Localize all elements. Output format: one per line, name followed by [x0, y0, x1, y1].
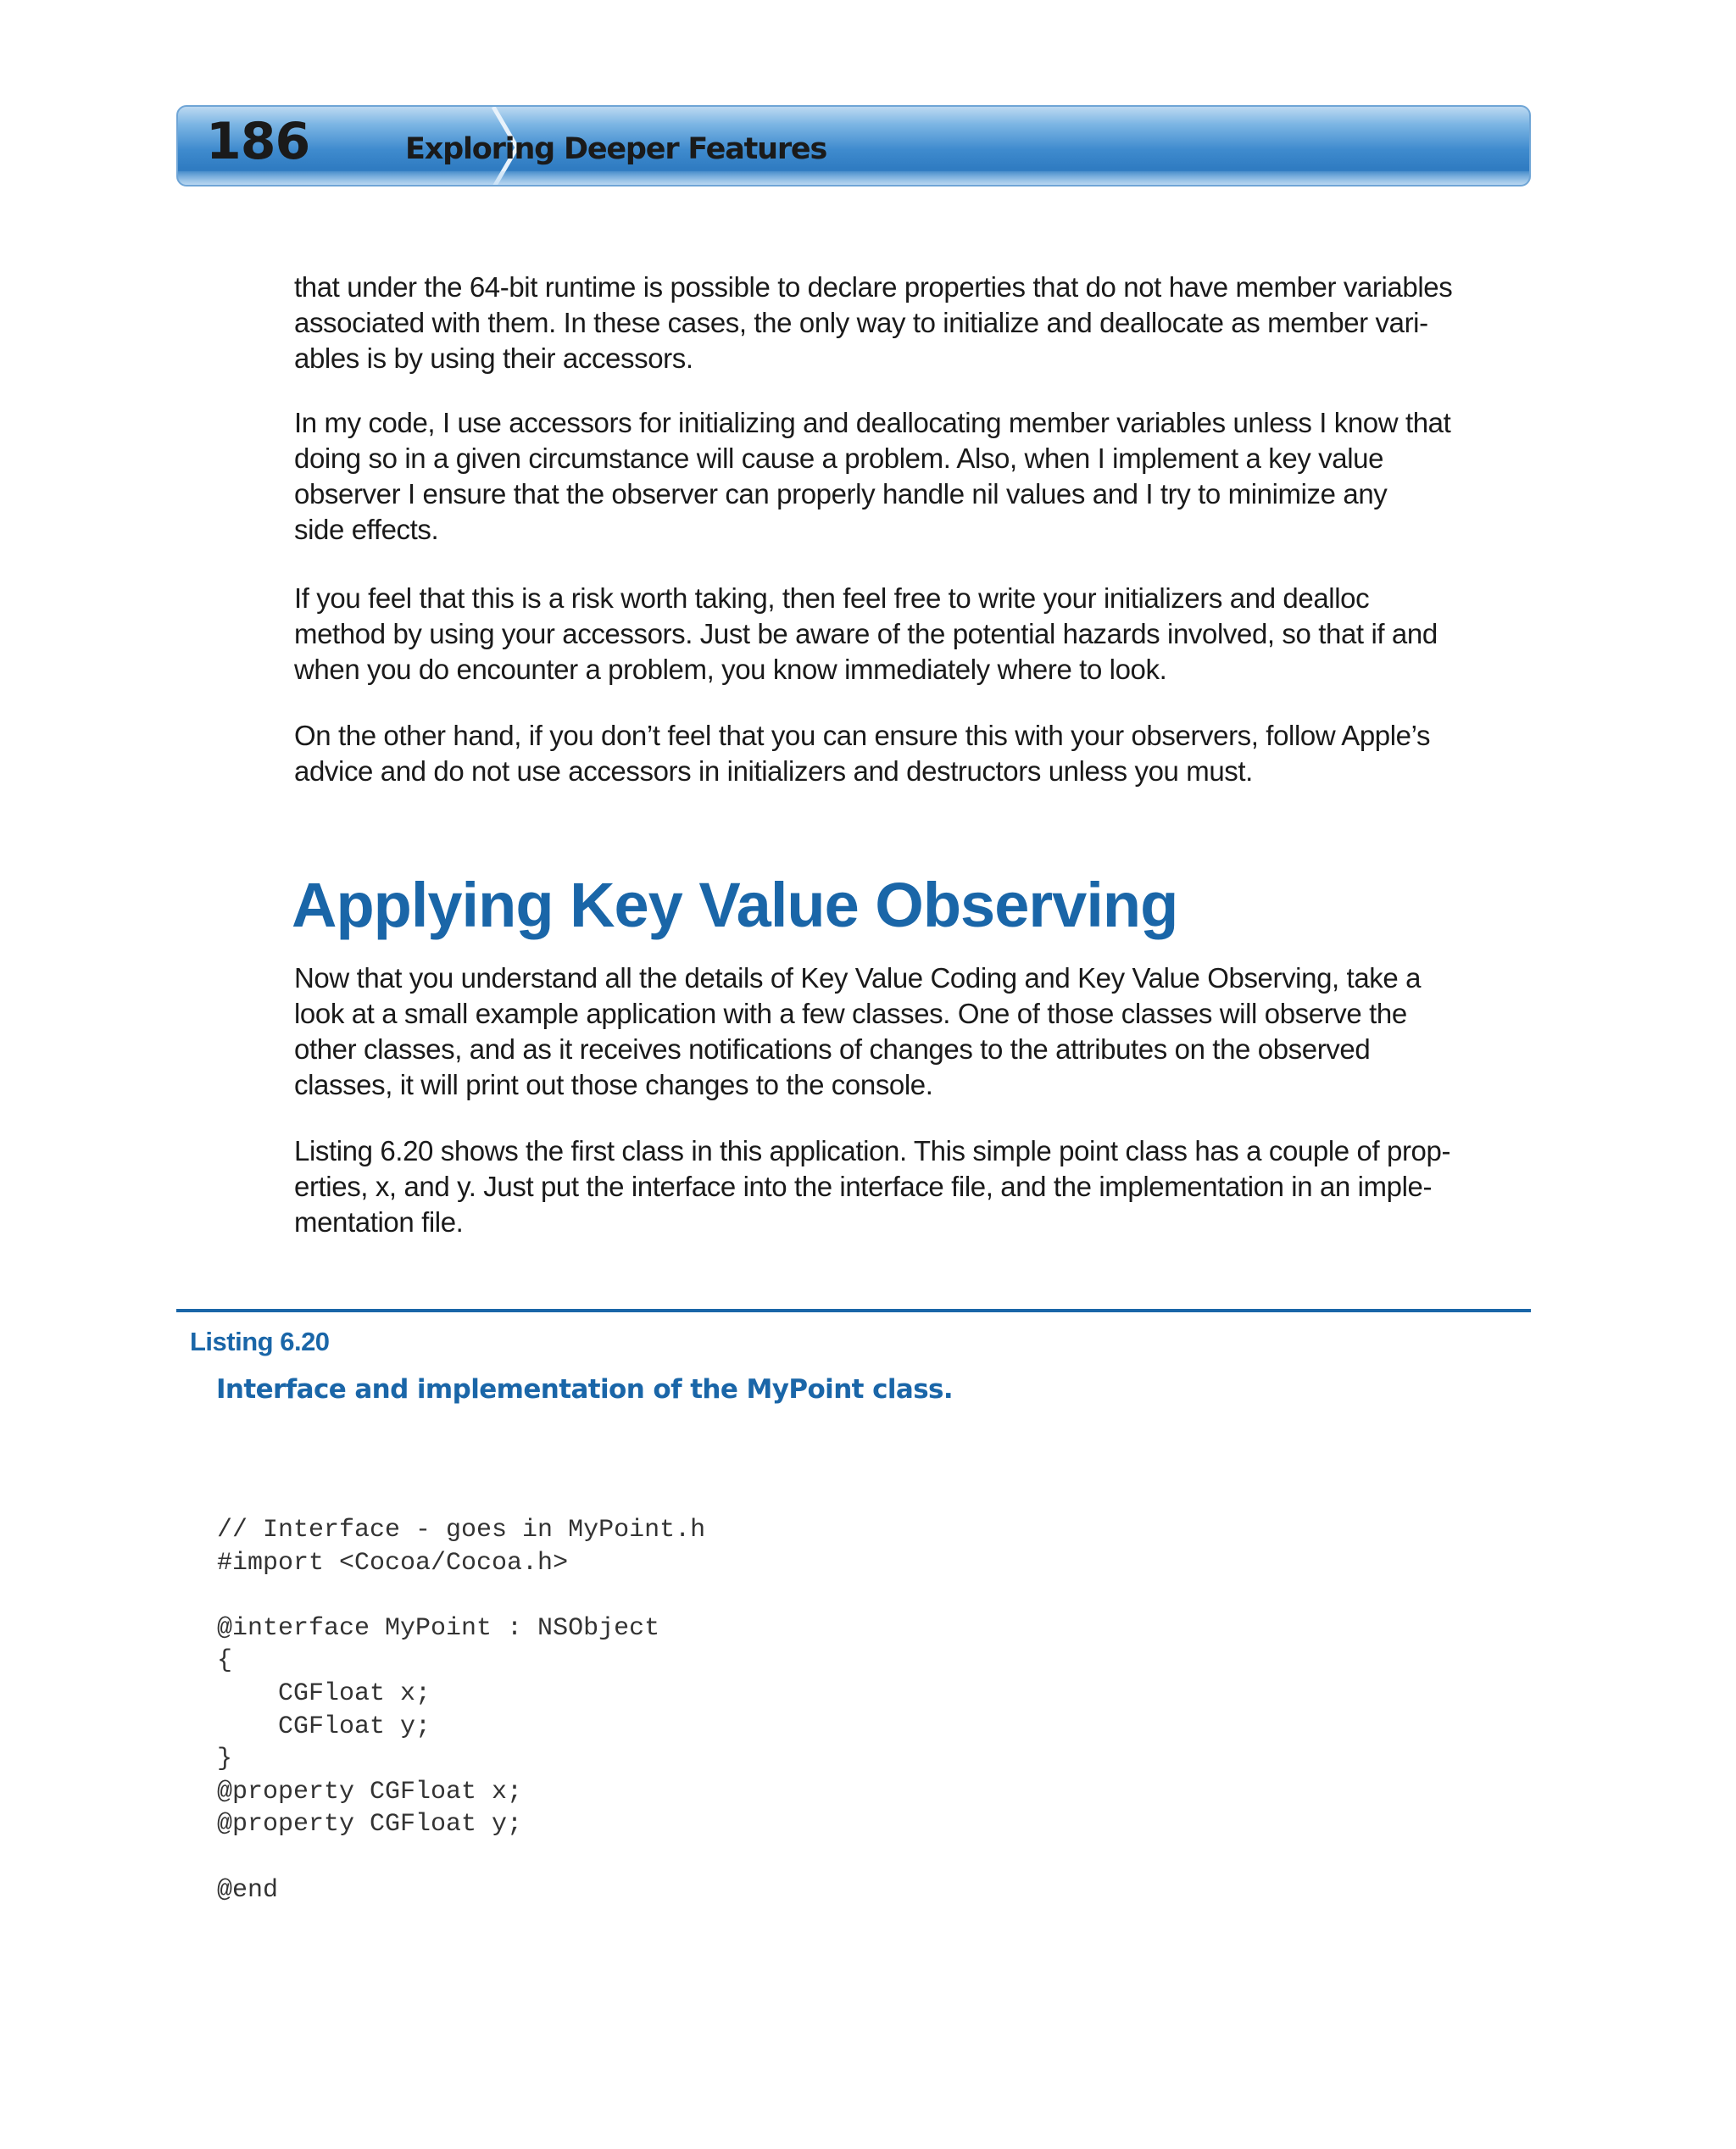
code-line: CGFloat y;	[217, 1712, 431, 1741]
paragraph-line: side effects.	[294, 514, 439, 545]
paragraph-3	[294, 581, 1532, 688]
paragraph-line: that under the 64-bit runtime is possible to declare properties that do not have member variables	[294, 271, 1453, 303]
page-number: 186	[206, 112, 310, 171]
section-paragraph-2	[294, 1133, 1532, 1240]
code-line: #import <Cocoa/Cocoa.h>	[217, 1548, 569, 1578]
paragraph-line: erties, x, and y. Just put the interface into the interface file, and the implementation in an imple-	[294, 1171, 1433, 1202]
paragraph-2	[294, 405, 1532, 548]
paragraph-line: On the other hand, if you don’t feel that you can ensure this with your observers, follow Apple’s	[294, 720, 1431, 751]
code-line: {	[217, 1646, 233, 1676]
code-line: @property CGFloat y;	[217, 1810, 523, 1840]
paragraph-line: Now that you understand all the details of Key Value Coding and Key Value Observing, take a	[294, 962, 1422, 994]
paragraph-line: Listing 6.20 shows the first class in this application. This simple point class has a couple of prop-	[294, 1135, 1451, 1166]
code-line: @property CGFloat x;	[217, 1777, 523, 1807]
paragraph-line: classes, it will print out those changes to the console.	[294, 1069, 933, 1100]
code-listing	[217, 1514, 705, 1907]
paragraph-line: advice and do not use accessors in initializers and destructors unless you must.	[294, 755, 1253, 787]
listing-label: Listing 6.20	[190, 1327, 330, 1356]
section-heading: Applying Key Value Observing	[292, 870, 1178, 940]
paragraph-1	[294, 270, 1532, 376]
chapter-title: Exploring Deeper Features	[405, 132, 827, 166]
paragraph-line: other classes, and as it receives notifications of changes to the attributes on the observed	[294, 1033, 1371, 1065]
paragraph-line: doing so in a given circumstance will cause a problem. Also, when I implement a key value	[294, 443, 1384, 474]
paragraph-line: ables is by using their accessors.	[294, 342, 693, 374]
paragraph-line: observer I ensure that the observer can properly handle nil values and I try to minimize any	[294, 478, 1388, 509]
paragraph-line: If you feel that this is a risk worth taking, then feel free to write your initializers and dealloc	[294, 582, 1370, 614]
section-paragraph-1	[294, 960, 1532, 1103]
paragraph-line: mentation file.	[294, 1206, 464, 1238]
paragraph-line: when you do encounter a problem, you know immediately where to look.	[294, 654, 1167, 685]
code-line: @end	[217, 1875, 279, 1905]
paragraph-line: In my code, I use accessors for initializing and deallocating member variables unless I know that	[294, 407, 1451, 438]
code-line: CGFloat x;	[217, 1679, 431, 1708]
listing-divider	[176, 1309, 1531, 1312]
code-line: // Interface - goes in MyPoint.h	[217, 1516, 706, 1545]
code-line: }	[217, 1745, 233, 1774]
paragraph-line: look at a small example application with a few classes. One of those classes will observe the	[294, 998, 1407, 1029]
paragraph-line: method by using your accessors. Just be aware of the potential hazards involved, so that if and	[294, 618, 1438, 649]
code-line: @interface MyPoint : NSObject	[217, 1613, 660, 1643]
running-header-bar	[176, 105, 1531, 187]
paragraph-4	[294, 718, 1532, 789]
paragraph-line: associated with them. In these cases, the only way to initialize and deallocate as member vari-	[294, 307, 1428, 338]
listing-caption: Interface and implementation of the MyPoint class.	[216, 1374, 954, 1405]
